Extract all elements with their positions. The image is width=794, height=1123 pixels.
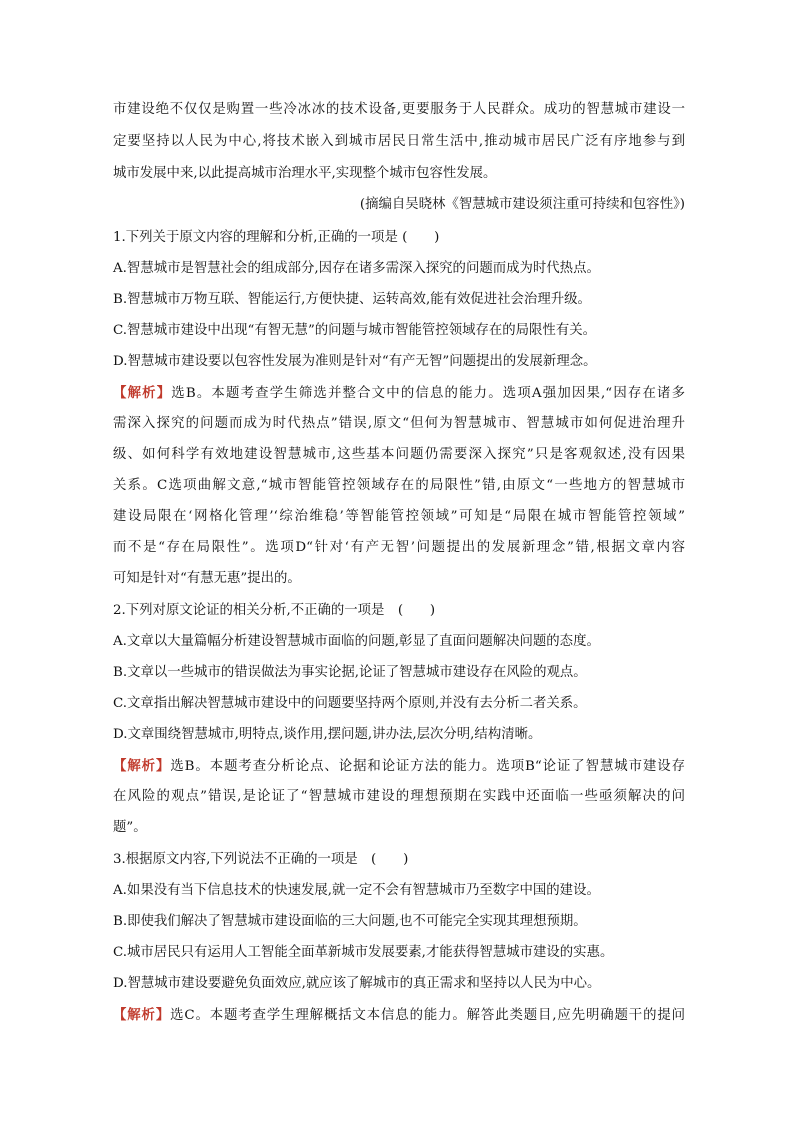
question-2-analysis-line: 题”。 xyxy=(113,820,147,835)
passage-line: 定要坚持以人民为中心,将技术嵌入到城市居民日常生活中,推动城市居民广泛有序地参与到 xyxy=(113,134,685,149)
passage-source: (摘编自吴晓林《智慧城市建设须注重可持续和包容性》) xyxy=(359,197,685,212)
question-1-analysis-line: 【解析】选B。本题考查学生筛选并整合文中的信息的能力。选项A强加因果,“因存在诸多 xyxy=(113,385,685,401)
question-1-option-a: A.智慧城市是智慧社会的组成部分,因存在诸多需深入探究的问题而成为时代热点。 xyxy=(113,261,600,276)
question-2-option-d: D.文章围绕智慧城市,明特点,谈作用,摆问题,讲办法,层次分明,结构清晰。 xyxy=(113,727,542,742)
question-1-analysis-line: 可知是针对“有慧无惠”提出的。 xyxy=(113,571,301,586)
question-1-option-c: C.智慧城市建设中出现“有智无慧”的问题与城市智能管控领域存在的局限性有关。 xyxy=(113,323,596,338)
question-1-analysis-line: 建设局限在‘网格化管理’‘综治维稳’等智能管控领域”可知是“局限在城市智能管控领域” xyxy=(113,509,685,524)
question-3-option-d: D.智慧城市建设要避免负面效应,就应该了解城市的真正需求和坚持以人民为中心。 xyxy=(113,976,601,991)
question-1-analysis-line: 需深入探究的问题而成为时代热点”错误,原文“但何为智慧城市、智慧城市如何促进治理升 xyxy=(113,416,685,431)
question-1-option-b: B.智慧城市万物互联、智能运行,方便快捷、运转高效,能有效促进社会治理升级。 xyxy=(113,292,591,307)
question-1-analysis-line: 而不是“存在局限性”。选项D“针对‘有产无智’问题提出的发展新理念”错,根据文章内容 xyxy=(113,540,685,555)
analysis-tag: 【解析】 xyxy=(113,1007,171,1023)
passage-line: 城市发展中来,以此提高城市治理水平,实现整个城市包容性发展。 xyxy=(113,166,497,181)
question-2-analysis-line: 【解析】选B。本题考查分析论点、论据和论证方法的能力。选项B“论证了智慧城市建设存 xyxy=(113,758,686,774)
question-3-stem: 3.根据原文内容,下列说法不正确的一项是 ( ) xyxy=(113,852,409,867)
question-2-option-b: B.文章以一些城市的错误做法为事实论据,论证了智慧城市建设存在风险的观点。 xyxy=(113,665,587,680)
question-1-option-d: D.智慧城市建设要以包容性发展为准则是针对“有产无智”问题提出的发展新理念。 xyxy=(113,354,597,369)
question-3-option-a: A.如果没有当下信息技术的快速发展,就一定不会有智慧城市乃至数字中国的建设。 xyxy=(113,883,600,898)
analysis-tag: 【解析】 xyxy=(113,758,171,774)
question-3-analysis-line: 【解析】选C。本题考查学生理解概括文本信息的能力。解答此类题目,应先明确题干的提问 xyxy=(113,1007,686,1023)
question-3-option-c: C.城市居民只有运用人工智能全面革新城市发展要素,才能获得智慧城市建设的实惠。 xyxy=(113,945,614,960)
question-2-option-a: A.文章以大量篇幅分析建设智慧城市面临的问题,彰显了直面问题解决问题的态度。 xyxy=(113,634,600,649)
question-2-option-c: C.文章指出解决智慧城市建设中的问题要坚持两个原则,并没有去分析二者关系。 xyxy=(113,696,587,711)
question-1-stem: 1.下列关于原文内容的理解和分析,正确的一项是 ( ) xyxy=(113,230,440,245)
passage-line: 市建设绝不仅仅是购置一些冷冰冰的技术设备,更要服务于人民群众。成功的智慧城市建设一 xyxy=(113,102,685,117)
question-2-stem: 2.下列对原文论证的相关分析,不正确的一项是 ( ) xyxy=(113,603,436,618)
question-2-analysis-line: 在风险的观点”错误,是论证了“智慧城市建设的理想预期在实践中还面临一些亟须解决的问 xyxy=(113,789,685,804)
question-1-analysis-line: 关系。C选项曲解文意,“城市智能管控领域存在的局限性”错,由原文“一些地方的智慧城市 xyxy=(113,478,685,493)
analysis-tag: 【解析】 xyxy=(113,385,172,401)
question-1-analysis-line: 级、如何科学有效地建设智慧城市,这些基本问题仍需要深入探究”只是客观叙述,没有因果 xyxy=(113,447,685,462)
question-3-option-b: B.即使我们解决了智慧城市建设面临的三大问题,也不可能完全实现其理想预期。 xyxy=(113,914,587,929)
